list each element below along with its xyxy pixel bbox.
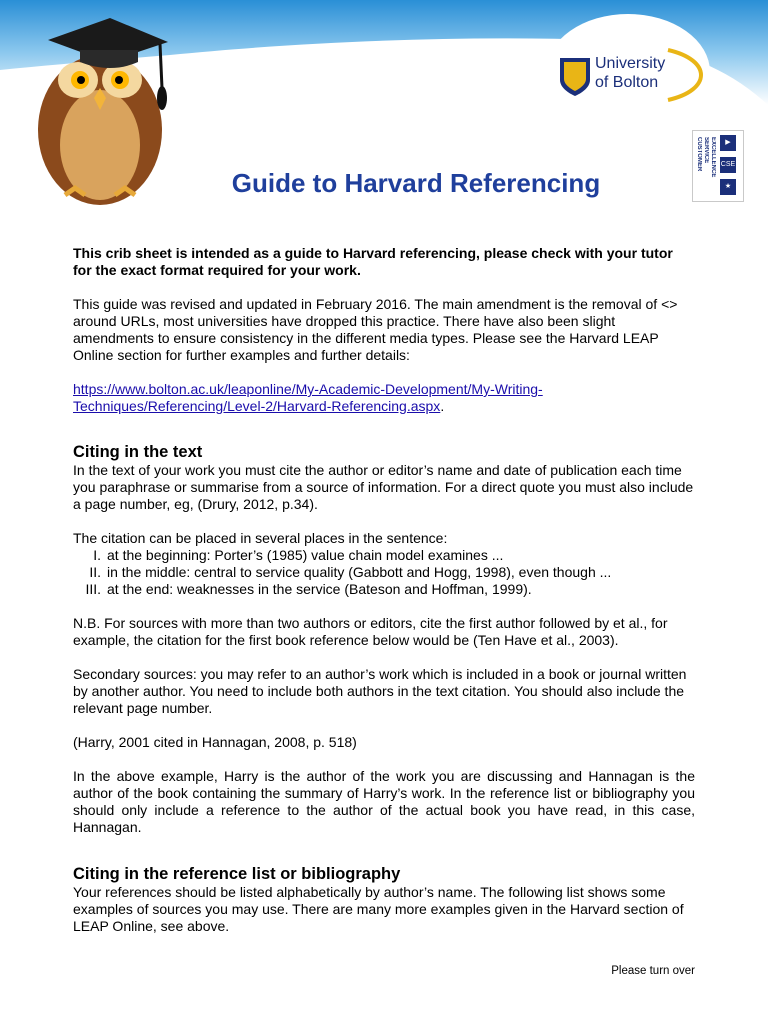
link-suffix: . <box>440 398 445 414</box>
citation-position-list <box>73 547 695 598</box>
list-number: II. <box>89 564 101 580</box>
list-item <box>73 581 695 598</box>
et-al-note: N.B. For sources with more than two authors or editors, cite the first author followed by et al., for example, the citation for the first book reference below would be (Ten Have et al., 2003). <box>73 615 668 648</box>
section-heading-citing-text: Citing in the text <box>73 443 203 461</box>
list-text: in the middle: central to service quality (Gabbott and Hogg, 1998), even though ... <box>107 564 612 580</box>
list-text: at the beginning: Porter’s (1985) value chain model examines ... <box>107 547 504 563</box>
cse-word-2: SERVICE <box>703 137 709 164</box>
secondary-explanation: In the above example, Harry is the author of the work you are discussing and Hannagan is the author of the book containing the summary of Harry’s work. In the reference list or bibliography you should only include a reference to the author of the actual book you have read, in this case, Hannagan. <box>73 768 695 835</box>
revision-note: This guide was revised and updated in February 2016. The main amendment is the removal of <> around URLs, most universities have dropped this practice. There have also been slight amendments to ensure consistency in the different media types. Please see the Harvard LEAP Online section for further examples and further details: <box>73 296 678 363</box>
citing-text-paragraph: In the text of your work you must cite the author or editor’s name and date of publication each time you paraphrase or summarise from a source of information. For a direct quote you must also include a page number, eg, (Drury, 2012, p.34). <box>73 462 694 512</box>
play-icon: ▶ <box>720 135 736 151</box>
link-paragraph <box>73 381 695 415</box>
university-logo <box>553 52 703 98</box>
logo-line1: University <box>595 55 666 72</box>
please-turn-over: Please turn over <box>611 965 695 977</box>
logo-text <box>595 54 665 92</box>
list-item <box>73 564 695 581</box>
intro-text: This crib sheet is intended as a guide to Harvard referencing, please check with your tutor for the exact format required for your work. <box>73 245 673 278</box>
list-number: I. <box>93 547 101 563</box>
logo-line2: of Bolton <box>595 74 659 91</box>
secondary-example: (Harry, 2001 cited in Hannagan, 2008, p. 518) <box>73 734 357 750</box>
cse-label: CSE <box>720 157 736 173</box>
main-content <box>73 245 695 935</box>
list-intro: The citation can be placed in several places in the sentence: <box>73 530 448 546</box>
section-heading-reference-list: Citing in the reference list or bibliography <box>73 865 401 883</box>
secondary-sources-text: Secondary sources: you may refer to an author’s work which is included in a book or journal written by another author. You need to include both authors in the text citation. You should also include the relevant page number. <box>73 666 687 716</box>
cse-word-1: CUSTOMER <box>696 137 702 172</box>
list-number: III. <box>85 581 101 597</box>
page-title: Guide to Harvard Referencing <box>231 168 601 198</box>
leap-online-link[interactable]: https://www.bolton.ac.uk/leaponline/My-Academic-Development/My-Writing-Techniques/Referencing/Level-2/Harvard-Referencing.aspx <box>73 381 543 414</box>
list-item <box>73 547 695 564</box>
reference-list-paragraph: Your references should be listed alphabetically by author’s name. The following list shows some examples of sources you may use. There are many more examples given in the Harvard section of LEAP Online, see above. <box>73 884 684 934</box>
cse-word-3: EXCELLENCE <box>710 137 716 178</box>
star-icon: ★ <box>720 179 736 195</box>
list-text: at the end: weaknesses in the service (Bateson and Hoffman, 1999). <box>107 581 532 597</box>
